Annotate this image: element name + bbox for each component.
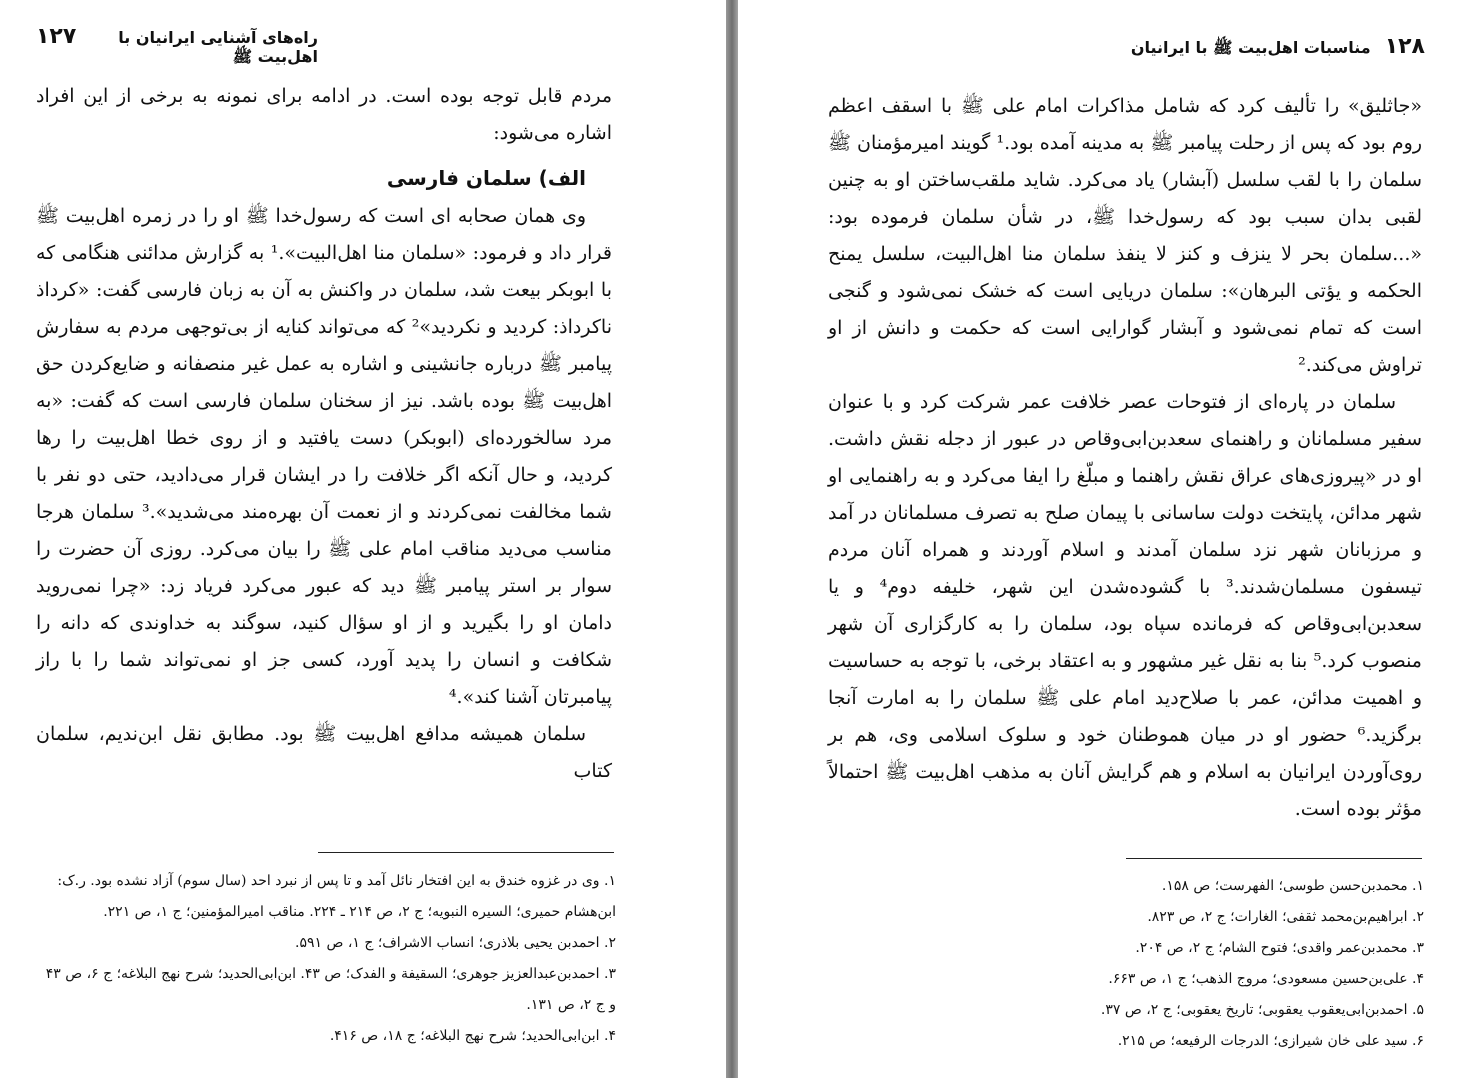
footnote: ۳. محمدبن‌عمر واقدی؛ فتوح الشام؛ ج ۲، ص ۲۰۴.: [1135, 940, 1424, 956]
right-book-page: [738, 0, 1471, 1078]
footnote: ۵. احمدبن‌ابی‌یعقوب یعقوبی؛ تاریخ یعقوبی؛ ج ۲، ص ۳۷.: [1100, 1002, 1424, 1018]
page-number: ۱۲۷: [36, 24, 77, 49]
page-header: [36, 24, 318, 70]
footnote: ۱. محمدبن‌حسن طوسی؛ الفهرست؛ ص ۱۵۸.: [1161, 878, 1424, 894]
footnote: ۶. سید علی خان شیرازی؛ الدرجات الرفیعه؛ ص ۲۱۵.: [1117, 1033, 1424, 1049]
body-paragraph: «جاثلیق» را تألیف کرد که شامل مذاکرات امام علی ﷺ با اسقف اعظم روم بود که پس از رحلت پیامبر ﷺ به مدینه آمده بود.¹ گویند امیرمؤمنان ﷺ سلمان را با لقب سلسل (آبشار) یاد می‌کرد. شاید ملقب‌ساختن او به چنین لقبی بدان سبب بود که رسول‌خدا ﷺ، در شأن سلمان فرموده بود: «...سلمان بحر لا ینزف و کنز لا ینفذ سلمان منا اهل‌البیت، سلسل یمنح الحکمه و یؤتی البرهان»: سلمان دریایی است که خشک نمی‌شود و گنجی است که تمام نمی‌شود و آبشار گوارایی است که حکمت و دانش از او تراوش می‌کند.²: [828, 95, 1422, 376]
running-title: راه‌های آشنایی ایرانیان با اهل‌بیت ﷺ: [118, 28, 318, 66]
body-paragraph: سلمان همیشه مدافع اهل‌بیت ﷺ بود. مطابق نقل ابن‌ندیم، سلمان کتاب: [36, 723, 612, 782]
footnote: ۴. علی‌بن‌حسین مسعودی؛ مروج الذهب؛ ج ۱، ص ۶۶۳.: [1108, 971, 1424, 987]
section-heading: الف) سلمان فارسی: [386, 166, 586, 190]
body-paragraph: سلمان در پاره‌ای از فتوحات عصر خلافت عمر شرکت کرد و با عنوان سفیر مسلمانان و راهنمای سعدبن‌ابی‌وقاص در عبور از دجله نقش داشت. او در «پیروزی‌های عراق نقش راهنما و مبلّغ را ایفا می‌کرد و به راهنمایی او شهر مدائن، پایتخت دولت ساسانی با پیمان صلح به تصرف مسلمانان در آمد و مرزبانان شهر نزد سلمان آمدند و اسلام آوردند و همراه آنان مردم تیسفون مسلمان‌شدند.³ با گشوده‌شدن این شهر، خلیفه دوم⁴ و یا سعدبن‌ابی‌وقاص که فرمانده سپاه بود، سلمان را به کارگزاری آن شهر منصوب کرد.⁵ بنا به نقل غیر مشهور و به اعتقاد برخی، با توجه به حساسیت و اهمیت مدائن، عمر با صلاح‌دید امام علی ﷺ سلمان را به امارت آنجا برگزید.⁶ حضور او در میان هموطنان خود و سلوک اسلامی وی، هم بر روی‌آوردن ایرانیان به اسلام و هم گرایش آنان به مذهب اهل‌بیت ﷺ احتمالاً مؤثر بوده است.: [828, 391, 1422, 820]
footnote: ۴. ابن‌ابی‌الحدید؛ شرح نهج البلاغه؛ ج ۱۸، ص ۴۱۶.: [329, 1028, 616, 1044]
footnote-divider: [1126, 858, 1422, 859]
page-body: [36, 78, 612, 790]
footnotes: [1038, 871, 1424, 1057]
page-number: ۱۲۸: [1384, 34, 1425, 59]
footnote: ۲. احمدبن یحیی بلاذری؛ انساب الاشراف؛ ج ۱، ص ۵۹۱.: [295, 935, 616, 951]
footnote-divider: [318, 852, 614, 853]
page-header: [1131, 34, 1425, 61]
left-book-page: [0, 0, 726, 1078]
footnote: ۳. احمدبن‌عبدالعزیز جوهری؛ السقیفة و الفدک؛ ص ۴۳. ابن‌ابی‌الحدید؛ شرح نهج البلاغه؛ ج ۶، ص ۴۳ و ج ۲، ص ۱۳۱.: [45, 966, 616, 1013]
book-spine: [726, 0, 738, 1078]
footnotes: [36, 866, 616, 1052]
body-paragraph: وی همان صحابه ای است که رسول‌خدا ﷺ او را در زمره اهل‌بیت ﷺ قرار داد و فرمود: «سلمان منا اهل‌البیت».¹ به گزارش مدائنی هنگامی که با ابوبکر بیعت شد، سلمان در واکنش به آن به زبان فارسی گفت: «کرداذ ناکرداذ: کردید و نکردید»² که می‌تواند کنایه از بی‌توجهی مردم به سفارش پیامبر ﷺ درباره جانشینی و اشاره به عمل غیر منصفانه و ضایع‌کردن حق اهل‌بیت ﷺ بوده باشد. نیز از سخنان سلمان فارسی است که گفت: «به مرد سالخورده‌ای (ابوبکر) دست یافتید و از روی خطا اهل‌بیت را رها کردید، و حال آنکه اگر خلافت را در ایشان قرار می‌دادید، حتی دو نفر با شما مخالفت نمی‌کردند و از نعمت آن بهره‌مند می‌شدید».³ سلمان هرجا مناسب می‌دید مناقب امام علی ﷺ را بیان می‌کرد. روزی آن حضرت را سوار بر استر پیامبر ﷺ دید که عبور می‌کرد فریاد زد: «چرا نمی‌روید دامان او را بگیرید و از او سؤال کنید، سوگند به خداوندی که دانه را شکافت و انسان را پدید آورد، کسی جز او نمی‌تواند شما را با راز پیامبرتان آشنا کند».⁴: [36, 205, 612, 708]
running-title: مناسبات اهل‌بیت ﷺ با ایرانیان: [1130, 38, 1371, 57]
footnote: ۲. ابراهیم‌بن‌محمد ثقفی؛ الغارات؛ ج ۲، ص ۸۲۳.: [1147, 909, 1424, 925]
page-body: [828, 88, 1422, 828]
intro-paragraph: مردم قابل توجه بوده است. در ادامه برای نمونه به برخی از این افراد اشاره می‌شود:: [36, 85, 612, 144]
footnote: ۱. وی در غزوه خندق به این افتخار نائل آمد و تا پس از نبرد احد (سال سوم) آزاد نشده بود. ر.ک: ابن‌هشام حمیری؛ السیره النبویه؛ ج ۲، ص ۲۱۴ ـ ۲۲۴. مناقب امیرالمؤمنین؛ ج ۱، ص ۲۲۱.: [57, 873, 616, 920]
